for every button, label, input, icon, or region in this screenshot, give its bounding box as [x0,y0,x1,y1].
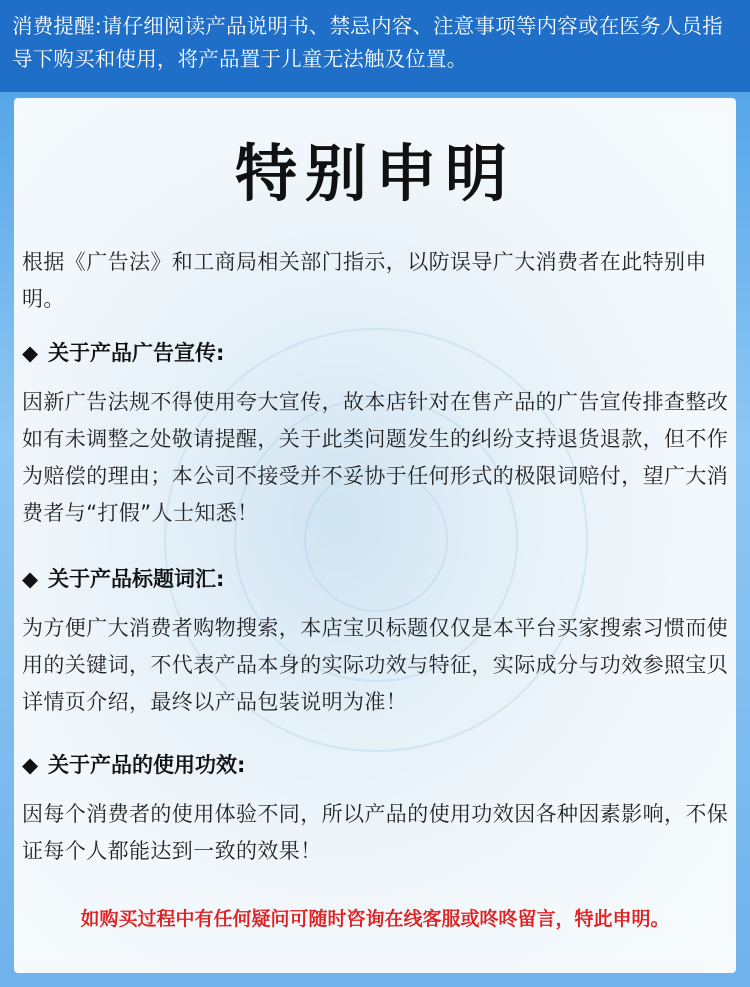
diamond-bullet-icon: ◆ [22,567,39,591]
section-heading-ad [22,338,730,368]
section-heading-text: 关于产品标题词汇: [48,567,225,591]
declaration-card [14,98,736,973]
section-heading-title-words [22,564,730,594]
diamond-bullet-icon: ◆ [22,753,39,777]
page-title: 特别申明 [234,137,515,210]
footer-notice: 如购买过程中有任何疑问可随时咨询在线客服或咚咚留言，特此申明。 [80,908,670,930]
consumer-reminder-banner [0,0,750,92]
section-heading-efficacy [22,750,730,780]
banner-text: 消费提醒:请仔细阅读产品说明书、禁忌内容、注意事项等内容或在医务人员指导下购买和使用，将产品置于儿童无法触及位置。 [12,14,723,71]
section-body-efficacy: 因每个消费者的使用体验不同，所以产品的使用功效因各种因素影响，不保证每个人都能达到一致的效果！ [22,802,729,863]
section-body-title-words: 为方便广大消费者购物搜索，本店宝贝标题仅仅是本平台买家搜索习惯而使用的关键词，不代表产品本身的实际功效与特征，实际成分与功效参照宝贝详情页介绍，最终以产品包装说明为准！ [22,616,729,714]
intro-paragraph: 根据《广告法》和工商局相关部门指示，以防误导广大消费者在此特别申明。 [22,250,707,311]
section-heading-text: 关于产品的使用功效: [48,753,246,777]
section-heading-text: 关于产品广告宣传: [48,341,225,365]
diamond-bullet-icon: ◆ [22,341,39,365]
section-body-ad: 因新广告法规不得使用夸大宣传，故本店针对在售产品的广告宣传排查整改如有未调整之处敬请提醒，关于此类问题发生的纠纷支持退货退款，但不作为赔偿的理由；本公司不接受并不妥协于任何形式的极限词赔付，望广大消费者与“打假”人士知悉！ [22,390,729,525]
